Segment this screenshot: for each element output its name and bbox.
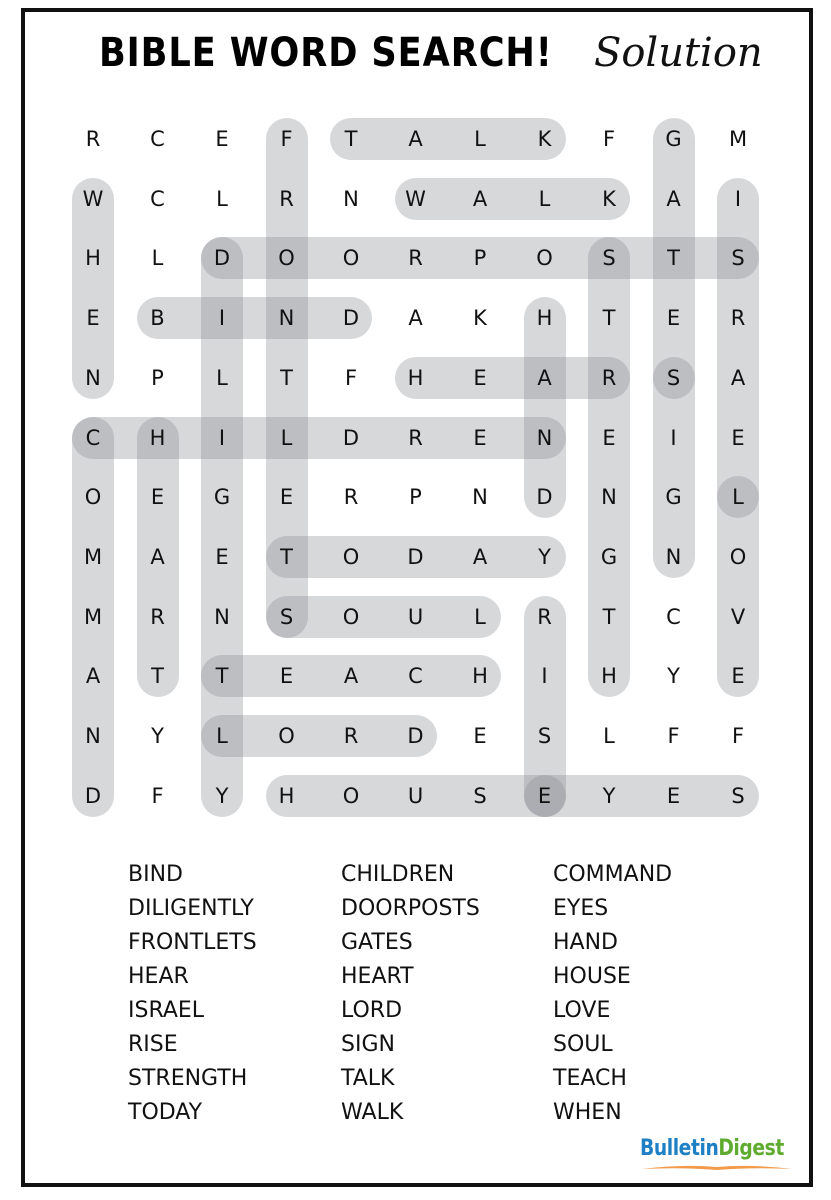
grid-cell: E: [279, 485, 294, 510]
grid-cell: E: [150, 485, 165, 510]
grid-cell: C: [666, 604, 681, 629]
grid-cell: A: [408, 306, 423, 331]
grid-cell: N: [536, 425, 553, 450]
grid-cell: O: [278, 724, 295, 748]
grid-cell: P: [473, 246, 487, 271]
grid-cell: D: [536, 485, 553, 510]
grid-cell: C: [150, 186, 165, 211]
grid-cell: I: [218, 425, 226, 450]
word-list-item: HOUSE: [553, 964, 631, 989]
grid-cell: R: [85, 127, 101, 151]
grid-cell: S: [731, 783, 745, 808]
grid-cell: L: [474, 604, 486, 629]
grid-cell: E: [666, 306, 681, 331]
grid-cell: D: [342, 306, 360, 331]
title-main: BIBLE WORD SEARCH!: [99, 30, 553, 76]
bulletin-digest-logo: [640, 1136, 800, 1176]
grid-cell: R: [601, 365, 617, 390]
word-list-item: DOORPOSTS: [341, 896, 480, 921]
open-book-swoosh-icon: [642, 1163, 792, 1171]
grid-cell: H: [149, 425, 166, 450]
grid-cell: E: [731, 664, 745, 689]
grid-cell: L: [603, 724, 615, 748]
grid-cell: T: [602, 604, 616, 629]
word-list-item: HEART: [341, 964, 414, 989]
grid-cell: R: [537, 604, 552, 629]
word-list-item: BIND: [128, 862, 183, 887]
grid-cell: R: [279, 186, 294, 211]
grid-cell: D: [84, 783, 102, 808]
grid-cell: U: [407, 783, 424, 808]
grid-cell: A: [730, 365, 746, 390]
word-list-item: RISE: [128, 1032, 178, 1057]
grid-cell: N: [85, 724, 101, 748]
grid-cell: O: [278, 246, 295, 271]
grid-cell: N: [665, 544, 682, 569]
grid-cell: G: [665, 127, 682, 151]
grid-cell: C: [408, 664, 423, 689]
grid-cell: K: [473, 306, 487, 331]
word-list-column: [553, 860, 672, 1132]
title-subtitle: Solution: [593, 30, 763, 76]
grid-cell: I: [734, 186, 742, 211]
grid-cell: S: [537, 724, 552, 748]
grid-cell: G: [213, 485, 231, 510]
grid-cell: M: [728, 127, 748, 151]
grid-cell: L: [216, 365, 228, 390]
grid-cell: O: [342, 783, 360, 808]
grid-cell: E: [279, 664, 294, 689]
grid-cell: I: [218, 306, 226, 331]
grid-cell: S: [473, 783, 487, 808]
grid-cell: R: [730, 306, 746, 331]
grid-cell: I: [541, 664, 548, 689]
word-list-item: EYES: [553, 896, 609, 921]
grid-cell: T: [344, 127, 358, 151]
word-list-item: SIGN: [341, 1032, 395, 1057]
logo-text-digest: Digest: [718, 1136, 784, 1161]
grid-cell: A: [537, 365, 552, 390]
grid-cell: C: [85, 425, 101, 450]
grid-cell: C: [150, 127, 165, 151]
grid-cell: D: [407, 724, 424, 748]
word-list-item: GATES: [341, 930, 413, 955]
grid-cell: R: [343, 724, 359, 748]
grid-cell: L: [732, 485, 744, 510]
grid-cell: A: [408, 127, 423, 151]
grid-cell: N: [343, 186, 359, 211]
grid-cell: N: [472, 485, 488, 510]
grid-cell: O: [84, 485, 102, 510]
grid-cell: A: [343, 664, 359, 689]
grid-cell: N: [601, 485, 617, 510]
grid-cell: R: [408, 246, 423, 271]
grid-cell: H: [601, 664, 617, 689]
grid-cell: F: [151, 783, 164, 808]
grid-cell: Y: [667, 664, 680, 689]
grid-cell: O: [729, 544, 747, 569]
grid-cell: I: [670, 425, 677, 450]
word-list-item: STRENGTH: [128, 1066, 248, 1091]
grid-cell: K: [602, 186, 616, 211]
grid-cell: O: [342, 604, 360, 629]
grid-cell: T: [602, 306, 616, 331]
grid-cell: S: [279, 604, 294, 629]
grid-cell: U: [407, 604, 424, 629]
word-list-item: COMMAND: [553, 862, 673, 887]
grid-cell: T: [151, 664, 164, 689]
grid-cell: H: [407, 365, 424, 390]
grid-cell: K: [537, 127, 552, 151]
grid-cell: R: [408, 425, 423, 450]
word-list-column: [341, 860, 480, 1132]
grid-cell: E: [666, 783, 681, 808]
grid-cell: T: [667, 246, 680, 271]
word-list-item: ISRAEL: [128, 998, 205, 1023]
grid-cell: E: [473, 425, 487, 450]
grid-cell: A: [150, 544, 165, 569]
grid-cell: R: [343, 485, 359, 510]
grid-cell: M: [83, 604, 103, 629]
logo-text-bulletin: Bulletin: [640, 1136, 719, 1161]
grid-cell: D: [342, 425, 360, 450]
grid-cell: A: [472, 186, 488, 211]
grid-cell: H: [85, 246, 101, 271]
grid-cell: P: [151, 365, 164, 390]
grid-cell: E: [86, 306, 100, 331]
grid-cell: H: [536, 306, 553, 331]
grid-cell: M: [83, 544, 103, 569]
word-list-item: WHEN: [553, 1100, 622, 1125]
grid-cell: T: [215, 664, 229, 689]
grid-cell: L: [216, 724, 228, 748]
grid-cell: E: [215, 127, 229, 151]
grid-cell: N: [214, 604, 230, 629]
grid-cell: D: [407, 544, 424, 569]
word-list-item: SOUL: [553, 1032, 613, 1057]
grid-cell: E: [602, 425, 616, 450]
grid-cell: L: [216, 186, 228, 211]
grid-cell: V: [730, 604, 746, 629]
word-list-item: HAND: [553, 930, 618, 955]
highlight-israel: [717, 178, 759, 519]
grid-cell: A: [666, 186, 681, 211]
word-list-item: TODAY: [128, 1100, 203, 1125]
grid-cell: D: [213, 246, 231, 271]
grid-cell: W: [82, 186, 104, 211]
grid-cell: B: [150, 306, 165, 331]
grid-cell: L: [151, 246, 164, 271]
grid-cell: F: [602, 127, 616, 151]
grid-cell: G: [600, 544, 618, 569]
word-list-item: TEACH: [553, 1066, 627, 1091]
grid-cell: G: [665, 485, 682, 510]
grid-cell: E: [473, 724, 487, 748]
grid-cell: L: [280, 425, 293, 450]
grid-cell: A: [85, 664, 101, 689]
grid-cell: F: [731, 724, 745, 748]
grid-cell: Y: [602, 783, 616, 808]
grid-cell: S: [602, 246, 616, 271]
grid-cell: Y: [538, 544, 551, 569]
grid-cell: F: [667, 724, 680, 748]
word-list-column: [128, 860, 257, 1132]
grid-cell: T: [280, 365, 293, 390]
grid-cell: E: [473, 365, 487, 390]
word-list-item: HEAR: [128, 964, 189, 989]
word-list-item: LOVE: [553, 998, 611, 1023]
grid-cell: N: [278, 306, 295, 331]
grid-cell: H: [278, 783, 295, 808]
grid-cell: L: [538, 186, 551, 211]
word-list-item: TALK: [341, 1066, 395, 1091]
grid-cell: N: [85, 365, 101, 390]
grid-cell: Y: [151, 724, 164, 748]
word-list-item: FRONTLETS: [128, 930, 257, 955]
grid-cell: W: [405, 186, 426, 211]
grid-cell: F: [344, 365, 358, 390]
grid-cell: S: [731, 246, 745, 271]
word-list-item: DILIGENTLY: [128, 896, 254, 921]
grid-cell: H: [472, 664, 488, 689]
grid-cell: O: [342, 246, 360, 271]
grid-cell: O: [536, 246, 553, 271]
grid-cell: A: [472, 544, 488, 569]
grid-cell: E: [537, 783, 552, 808]
grid-cell: Y: [215, 783, 229, 808]
grid-cell: O: [342, 544, 360, 569]
word-list-item: CHILDREN: [341, 862, 455, 887]
word-list-item: WALK: [341, 1100, 404, 1125]
grid-cell: E: [215, 544, 229, 569]
grid-cell: R: [150, 604, 165, 629]
grid-cell: T: [280, 544, 293, 569]
word-list-item: LORD: [341, 998, 403, 1023]
grid-cell: S: [666, 365, 681, 390]
grid-cell: F: [280, 127, 293, 151]
grid-cell: E: [731, 425, 745, 450]
grid-cell: L: [474, 127, 486, 151]
grid-cell: P: [409, 485, 422, 510]
